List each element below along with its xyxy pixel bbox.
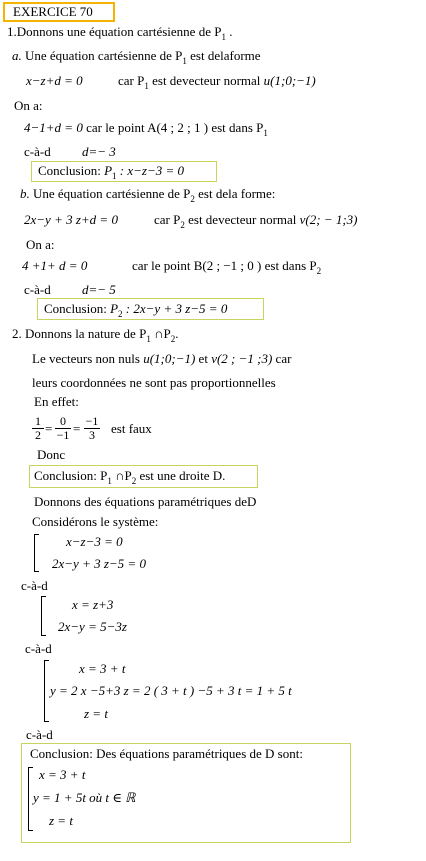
final-line3: z = t bbox=[49, 813, 73, 828]
q1-cad2: c-à-d bbox=[24, 282, 51, 297]
q1-ona2-reason: car le point B(2 ; −1 ; 0 ) est dans $P_2$ bbox=[132, 258, 322, 276]
fraction-3: $\frac{-1}{3}$ bbox=[85, 414, 99, 442]
system2-line2: 2x−y = 5−3z bbox=[58, 619, 127, 634]
q2-param-intro: Donnons des équations paramétriques deD bbox=[34, 494, 257, 509]
q1-cad-eq: d=− 3 bbox=[82, 144, 116, 159]
q1-ona2-eq: 4 +1+ d = 0 bbox=[22, 258, 88, 273]
fraction-2: $\frac{0}{-1}$ bbox=[56, 414, 70, 442]
system1-line1: x−z−3 = 0 bbox=[66, 534, 123, 549]
brace-system-2 bbox=[41, 596, 46, 636]
exercise-title: EXERCICE 70 bbox=[3, 2, 115, 22]
q2-conclusion: Conclusion: $P_1$ $\cap P_2$ est une droite D. bbox=[34, 468, 226, 486]
q1-ona2: On a: bbox=[26, 237, 55, 252]
q1-ona-eq: 4−1+d = 0 car le point A(4 ; 2 ; 1 ) est dans $P_1$ bbox=[24, 120, 268, 138]
q2-est-faux: est faux bbox=[111, 421, 152, 436]
final-line2: y = 1 + 5t où t ∈ ℝ bbox=[33, 790, 136, 805]
q2-heading: 2. Donnons la nature de $P_1$ $\cap P_2$. bbox=[12, 326, 179, 344]
q1-heading: 1.Donnons une équation cartésienne de $P_1$ . bbox=[7, 24, 233, 42]
q2-line2: leurs coordonnées ne sont pas proportionnelles bbox=[32, 375, 276, 390]
q1-cad: c-à-d bbox=[24, 144, 51, 159]
q2-donc: Donc bbox=[37, 447, 66, 462]
q2-cad-b: c-à-d bbox=[25, 641, 52, 656]
q1-a-equation: x−z+d = 0 bbox=[26, 73, 83, 88]
q1-conclusion: Conclusion: $P_1$ : x−z−3 = 0 bbox=[38, 163, 185, 181]
system1-line2: 2x−y + 3 z−5 = 0 bbox=[52, 556, 146, 571]
equals-sign: = bbox=[73, 421, 81, 436]
q1-a-reason: car $P_1$ est devecteur normal u(1;0;−1) bbox=[118, 73, 316, 91]
q1-conclusion2: Conclusion: $P_2$ : 2x−y + 3 z−5 = 0 bbox=[44, 301, 228, 319]
q1-b-equation: 2x−y + 3 z+d = 0 bbox=[24, 212, 118, 227]
q2-cad-c: c-à-d bbox=[26, 727, 53, 742]
q1-a-line: a. Une équation cartésienne de $P_1$ est delaforme bbox=[12, 48, 261, 66]
final-line1: x = 3 + t bbox=[39, 767, 86, 782]
final-conclusion-label: Conclusion: Des équations paramétriques de D sont: bbox=[30, 746, 303, 761]
fraction-1: $\frac{1}{2}$ bbox=[32, 415, 44, 442]
q2-en-effet: En effet: bbox=[34, 394, 79, 409]
q1-b-line: b. Une équation cartésienne de $P_2$ est dela forme: bbox=[20, 186, 276, 204]
system3-line2: y = 2 x −5+3 z = 2 ( 3 + t ) −5 + 3 t = 1 + 5 t bbox=[50, 683, 292, 698]
q2-cad-a: c-à-d bbox=[21, 578, 48, 593]
brace-system-3 bbox=[44, 660, 49, 722]
q1-b-reason: car $P_2$ est devecteur normal v(2; − 1;3) bbox=[154, 212, 358, 230]
q2-considerons: Considérons le système: bbox=[32, 514, 159, 529]
q1-cad2-eq: d=− 5 bbox=[82, 282, 116, 297]
system3-line1: x = 3 + t bbox=[79, 661, 126, 676]
q1-ona: On a: bbox=[14, 98, 43, 113]
brace-system-1 bbox=[34, 534, 39, 572]
system2-line1: x = z+3 bbox=[72, 597, 114, 612]
q2-line1: Le vecteurs non nuls u(1;0;−1) et v(2 ; −1 ;3) car bbox=[32, 351, 292, 366]
equals-sign: = bbox=[45, 421, 53, 436]
system3-line3: z = t bbox=[84, 706, 108, 721]
